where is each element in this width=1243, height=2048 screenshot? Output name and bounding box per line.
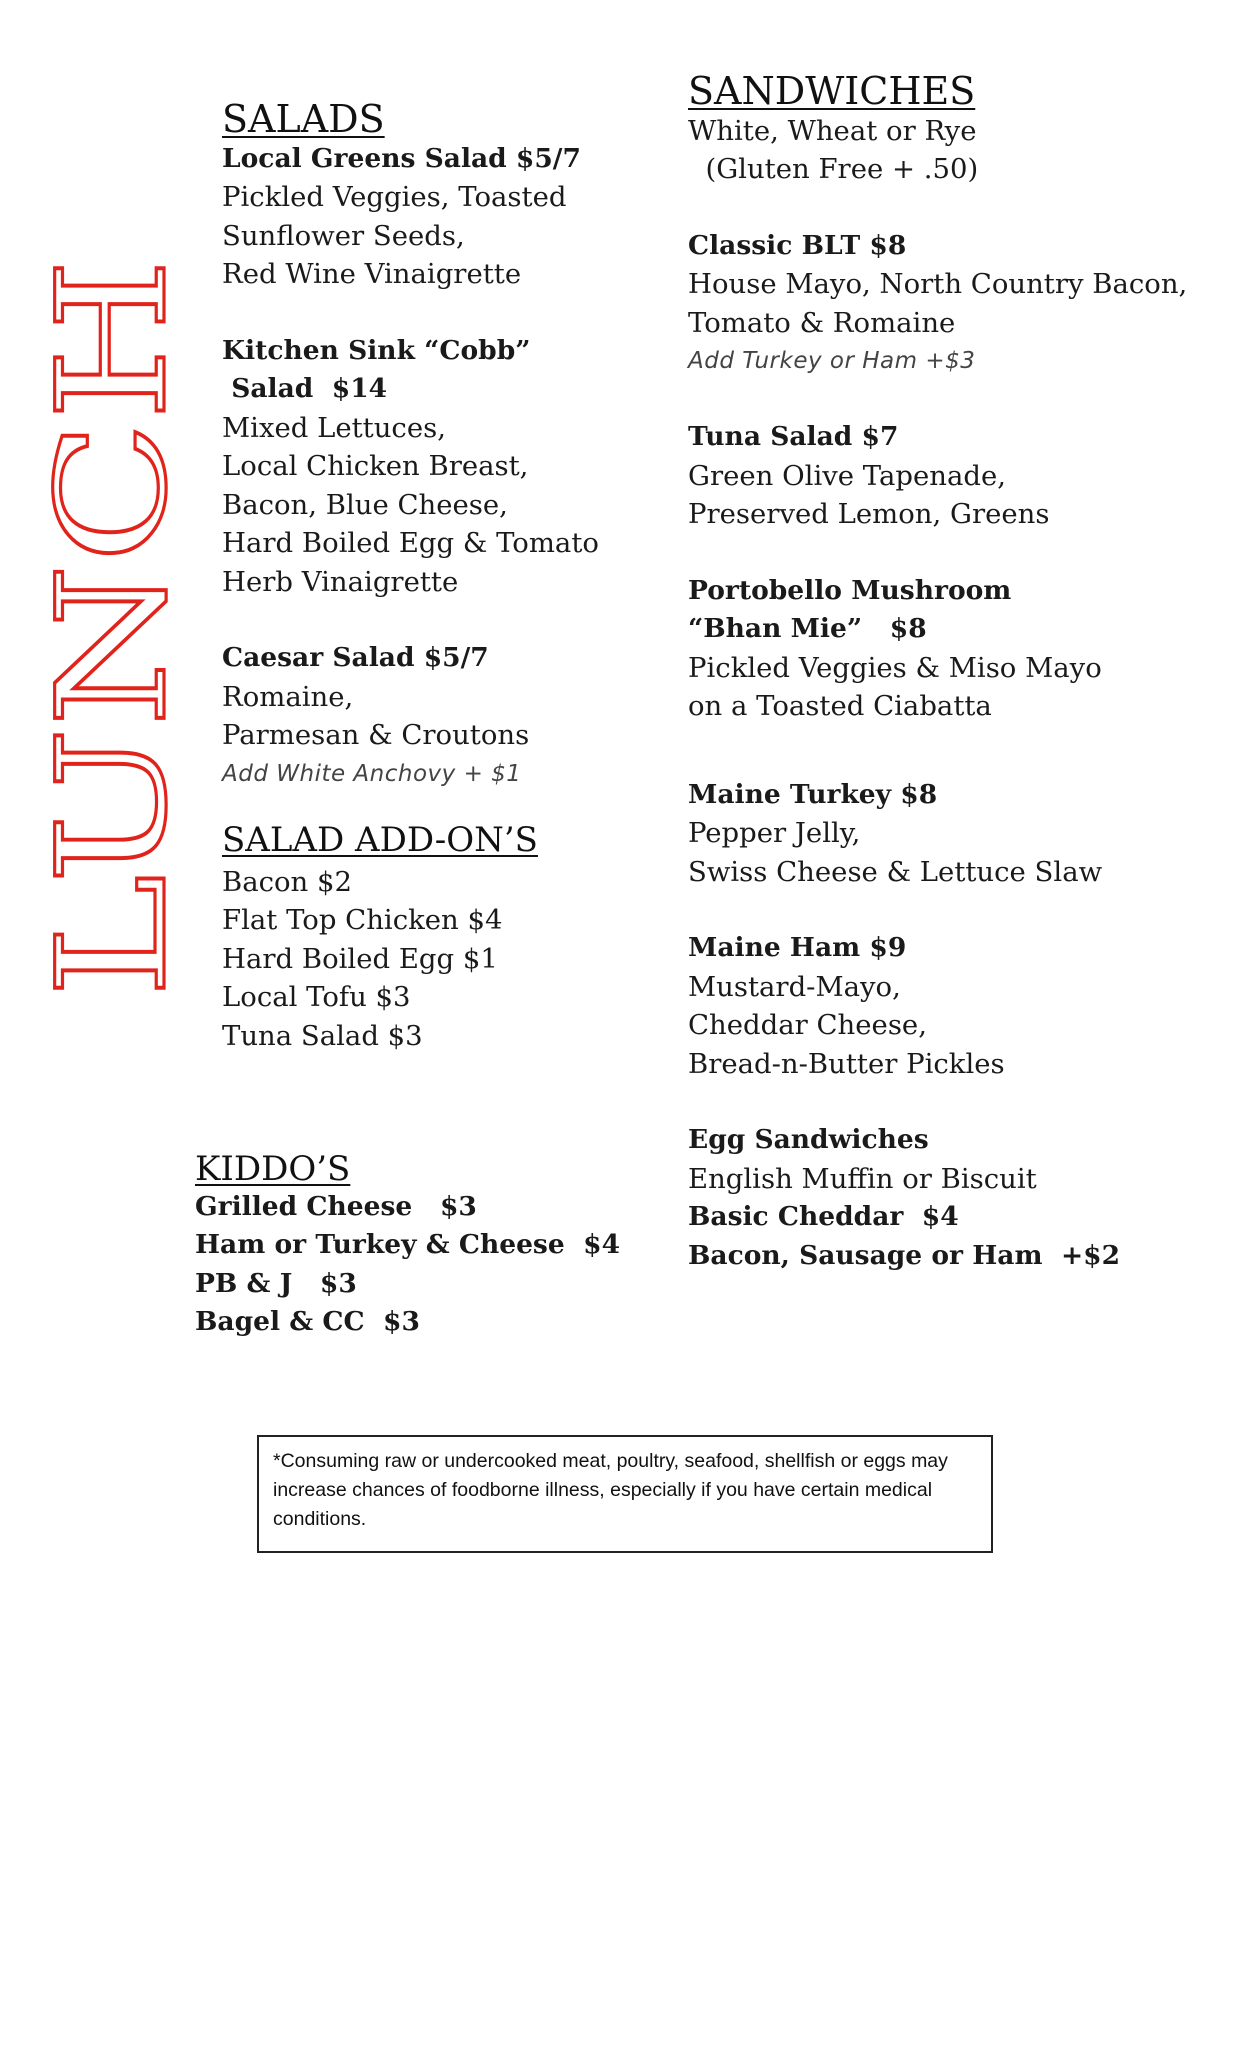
salad-title: Kitchen Sink “Cobb” [222,334,531,366]
sandwich-title: Portobello Mushroom [688,574,1012,606]
salad-desc: Romaine, [222,680,354,713]
sandwich-desc: English Muffin or Biscuit [688,1162,1037,1195]
sandwich-desc: Pickled Veggies & Miso Mayo [688,651,1102,684]
sandwich-desc: Bread-n-Butter Pickles [688,1047,1005,1080]
kiddos-heading: KIDDO’S [195,1149,351,1189]
lunch-banner [26,258,200,998]
sandwich-item [688,1121,1228,1275]
addon-item: Tuna Salad $3 [222,1019,423,1052]
sandwich-desc: Pepper Jelly, [688,817,861,850]
sandwich-option: Basic Cheddar $4 [688,1201,959,1233]
gluten-free-note: (Gluten Free + .50) [688,153,979,186]
sandwich-desc: Cheddar Cheese, [688,1009,927,1042]
kiddo-item: Grilled Cheese $3 [195,1190,477,1222]
kiddo-item: PB & J $3 [195,1267,357,1299]
sandwich-desc: on a Toasted Ciabatta [688,690,992,723]
kiddo-item: Bagel & CC $3 [195,1306,420,1338]
salad-title: Local Greens Salad $5/7 [222,142,581,174]
sandwich-item [688,776,1228,892]
sandwich-item [688,418,1228,534]
salad-item [222,140,682,294]
kiddo-item: Ham or Turkey & Cheese $4 [195,1229,621,1261]
salad-addons-heading: SALAD ADD-ON’S [222,819,538,860]
sandwich-title: Maine Ham $9 [688,932,907,964]
addon-item: Bacon $2 [222,865,353,898]
sandwich-desc: House Mayo, North Country Bacon, [688,268,1188,301]
sandwich-addon-note: Add Turkey or Ham +$3 [688,348,976,375]
addon-item: Local Tofu $3 [222,981,411,1014]
sandwiches-heading: SANDWICHES [688,69,976,113]
sandwich-title: Egg Sandwiches [688,1124,929,1156]
salad-desc: Mixed Lettuces, [222,411,446,444]
sandwich-desc: Green Olive Tapenade, [688,459,1007,492]
lunch-banner-text: LUNCH [26,403,200,998]
salad-desc: Bacon, Blue Cheese, [222,488,508,521]
salad-desc: Sunflower Seeds, [222,219,465,252]
right-column [688,69,1228,1275]
kiddos-section [195,1149,675,1342]
food-safety-disclaimer: *Consuming raw or undercooked meat, poultry, seafood, shellfish or eggs may increase chances of foodborne illness, especially if you have certain medical conditions. [257,1435,993,1553]
sandwich-item [688,572,1228,726]
salad-desc: Red Wine Vinaigrette [222,258,522,291]
salad-desc: Pickled Veggies, Toasted [222,181,567,214]
salad-desc: Parmesan & Croutons [222,719,530,752]
bread-options: White, Wheat or Rye [688,114,977,147]
sandwich-desc: Mustard-Mayo, [688,970,901,1003]
left-column [222,97,682,1055]
salad-desc: Hard Boiled Egg & Tomato [222,527,599,560]
sandwich-title: Tuna Salad $7 [688,421,899,453]
sandwich-title: Classic BLT $8 [688,229,907,261]
sandwich-option: Bacon, Sausage or Ham +$2 [688,1239,1121,1271]
sandwich-item [688,929,1228,1083]
addon-item: Flat Top Chicken $4 [222,904,503,937]
salad-title-cont: Salad $14 [222,373,388,405]
salad-item [222,332,682,602]
sandwich-desc: Tomato & Romaine [688,306,956,339]
addon-item: Hard Boiled Egg $1 [222,942,498,975]
sandwich-desc: Preserved Lemon, Greens [688,498,1050,531]
sandwich-item [688,227,1228,381]
salad-addon-note: Add White Anchovy + $1 [222,760,522,787]
sandwich-title: Maine Turkey $8 [688,778,938,810]
sandwich-desc: Swiss Cheese & Lettuce Slaw [688,855,1103,888]
salad-desc: Local Chicken Breast, [222,450,529,483]
sandwich-title-cont: “Bhan Mie” $8 [688,613,927,645]
salad-title: Caesar Salad $5/7 [222,642,489,674]
salads-heading: SALADS [222,97,385,141]
salad-desc: Herb Vinaigrette [222,565,459,598]
salad-item [222,639,682,793]
